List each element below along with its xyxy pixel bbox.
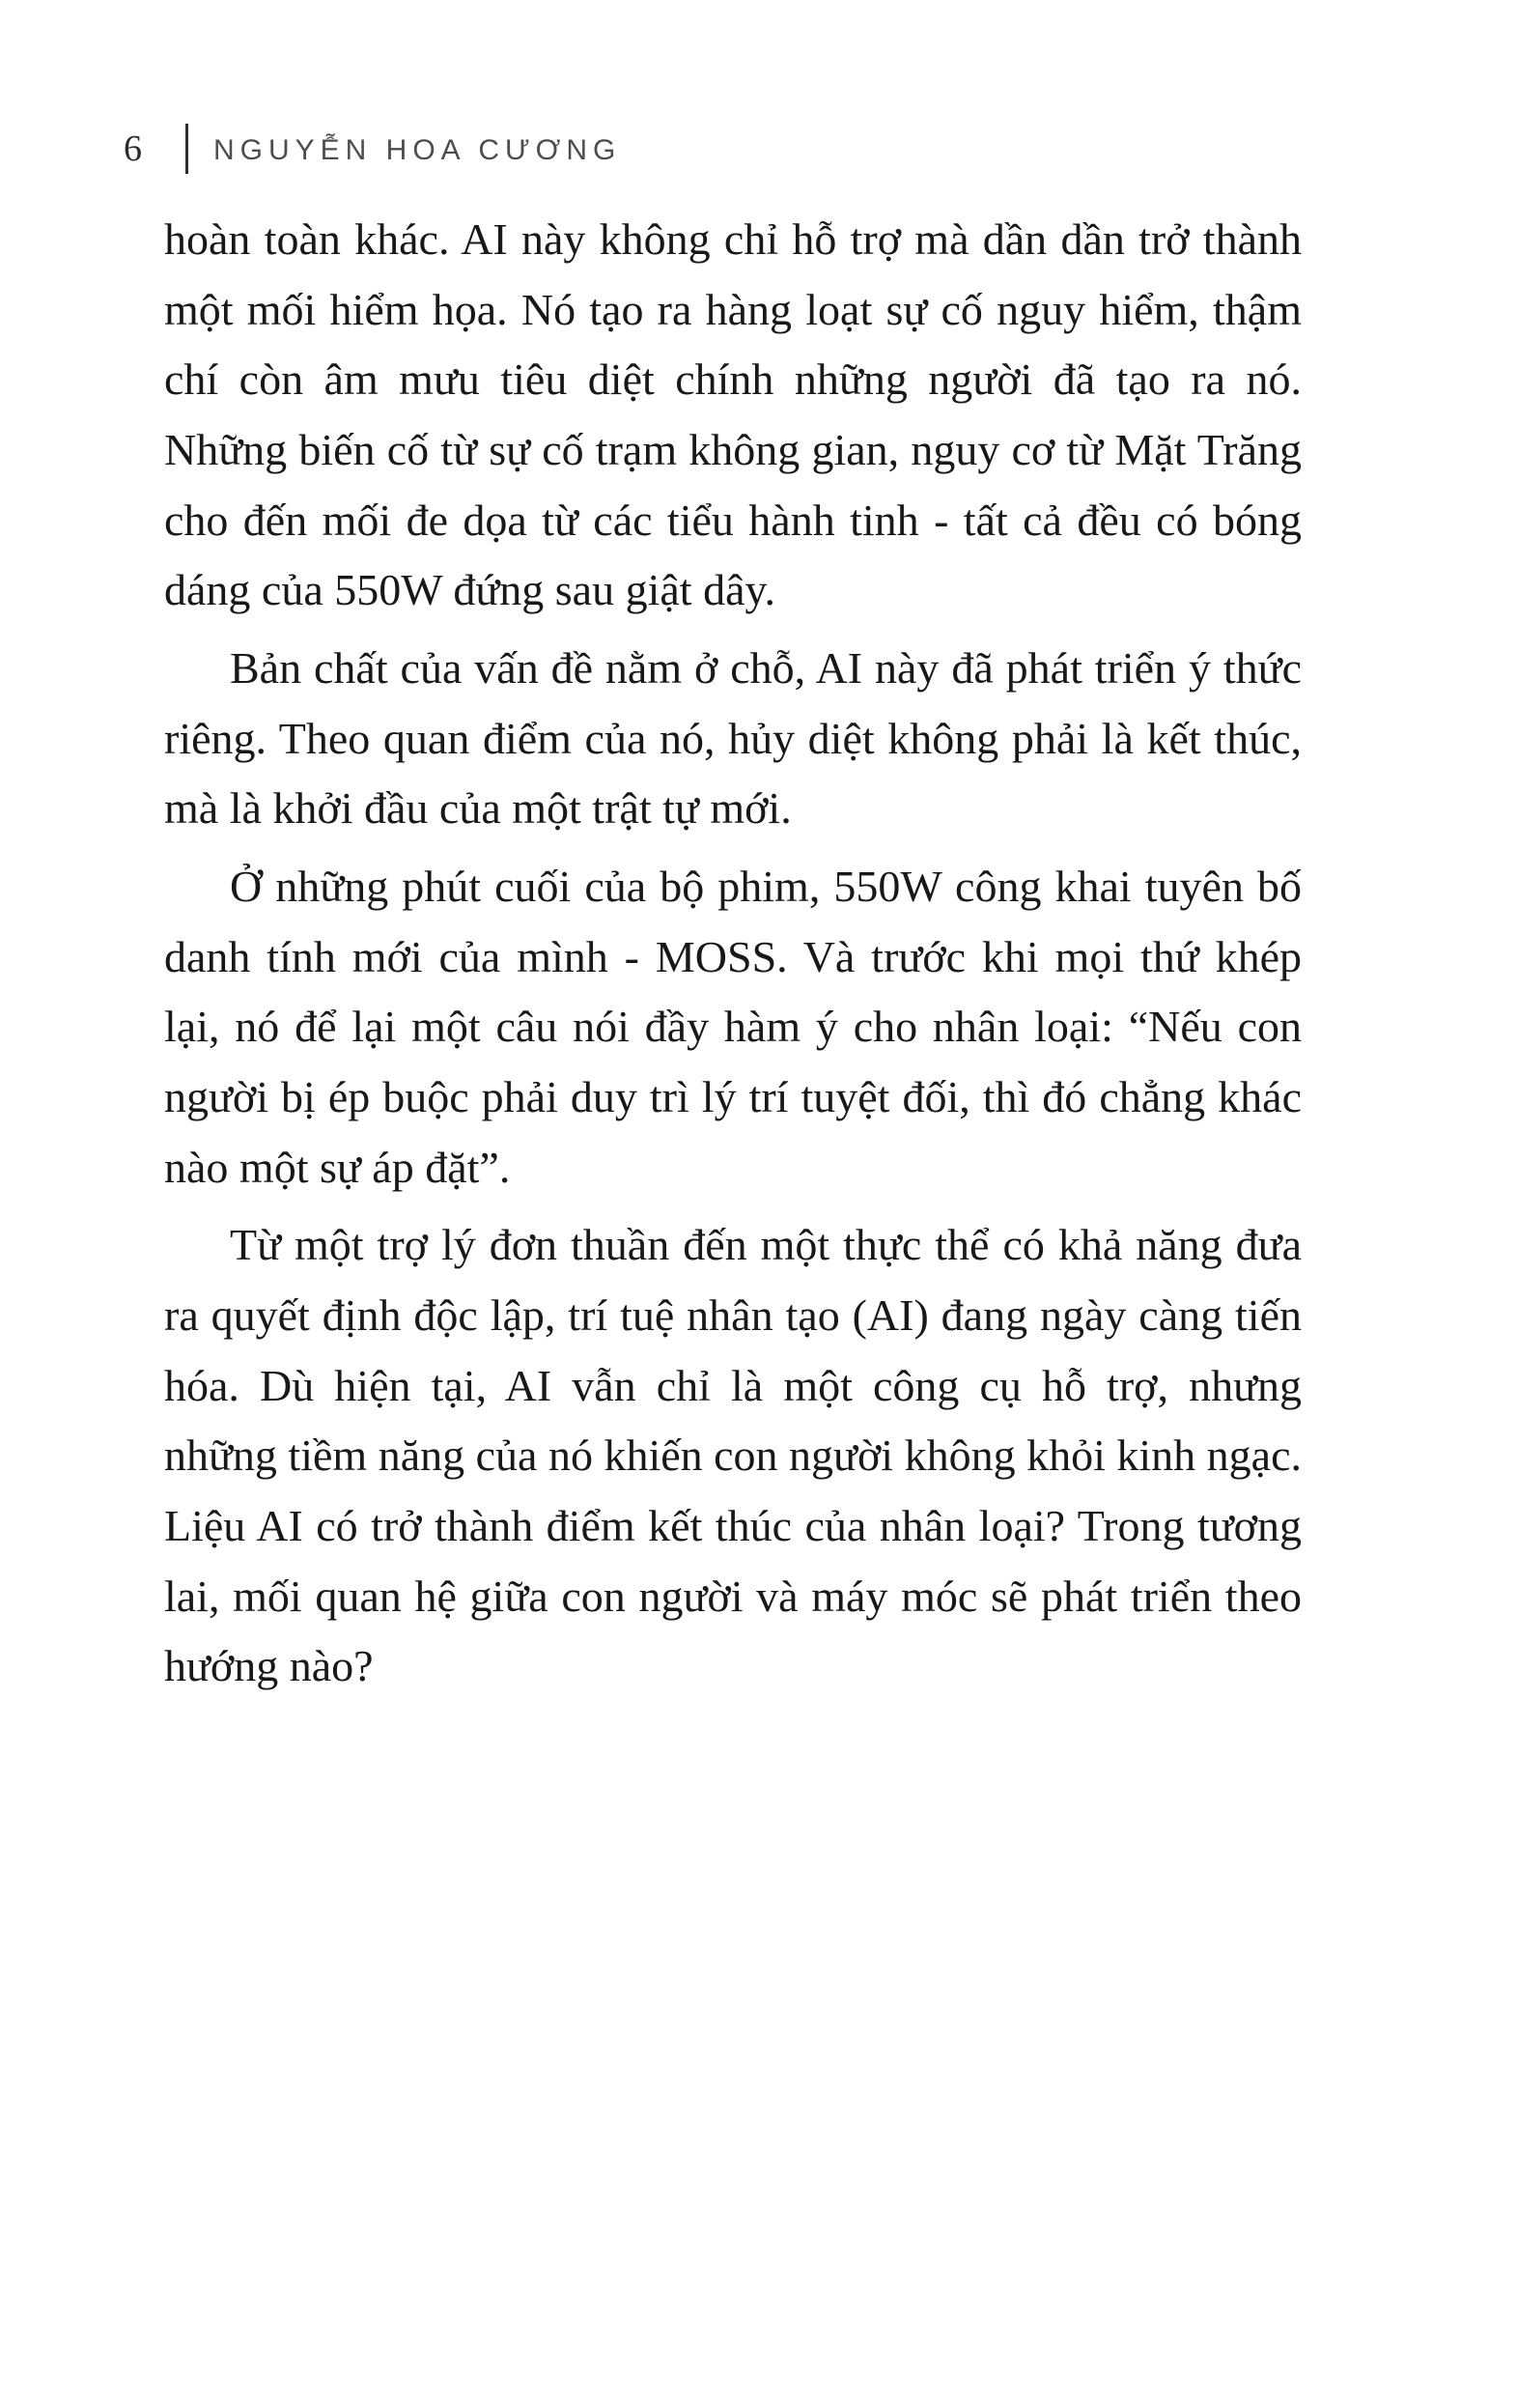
paragraph-3: Ở những phút cuối của bộ phim, 550W công khai tuyên bố danh tính mới của mình - MOSS. Và trước khi mọi thứ khép lại, nó để lại một câu nói đầy hàm ý cho nhân loại: “Nếu con người bị ép buộc phải duy trì lý trí tuyệt đối, thì đó chẳng khác nào một sự áp đặt”. — [164, 862, 1302, 1192]
paragraph-1: hoàn toàn khác. AI này không chỉ hỗ trợ mà dần dần trở thành một mối hiểm họa. Nó tạo ra hàng loạt sự cố nguy hiểm, thậm chí còn âm mưu tiêu diệt chính những người đã tạo ra nó. Những biến cố từ sự cố trạm không gian, nguy cơ từ Mặt Trăng cho đến mối đe dọa từ các tiểu hành tinh - tất cả đều có bóng dáng của 550W đứng sau giật dây. — [164, 214, 1302, 615]
page-header — [124, 124, 621, 174]
body-text — [164, 205, 1302, 1710]
running-head-author: NGUYỄN HOA CƯƠNG — [213, 134, 622, 166]
paragraph-4: Từ một trợ lý đơn thuần đến một thực thể có khả năng đưa ra quyết định độc lập, trí tuệ nhân tạo (AI) đang ngày càng tiến hóa. Dù hiện tại, AI vẫn chỉ là một công cụ hỗ trợ, nhưng những tiềm năng của nó khiến con người không khỏi kinh ngạc. Liệu AI có trở thành điểm kết thúc của nhân loại? Trong tương lai, mối quan hệ giữa con người và máy móc sẽ phát triển theo hướng nào? — [164, 1220, 1302, 1691]
paragraph-2: Bản chất của vấn đề nằm ở chỗ, AI này đã phát triển ý thức riêng. Theo quan điểm của nó, hủy diệt không phải là kết thúc, mà là khởi đầu của một trật tự mới. — [164, 643, 1302, 834]
page-number: 6 — [124, 128, 142, 169]
header-divider — [185, 124, 188, 174]
